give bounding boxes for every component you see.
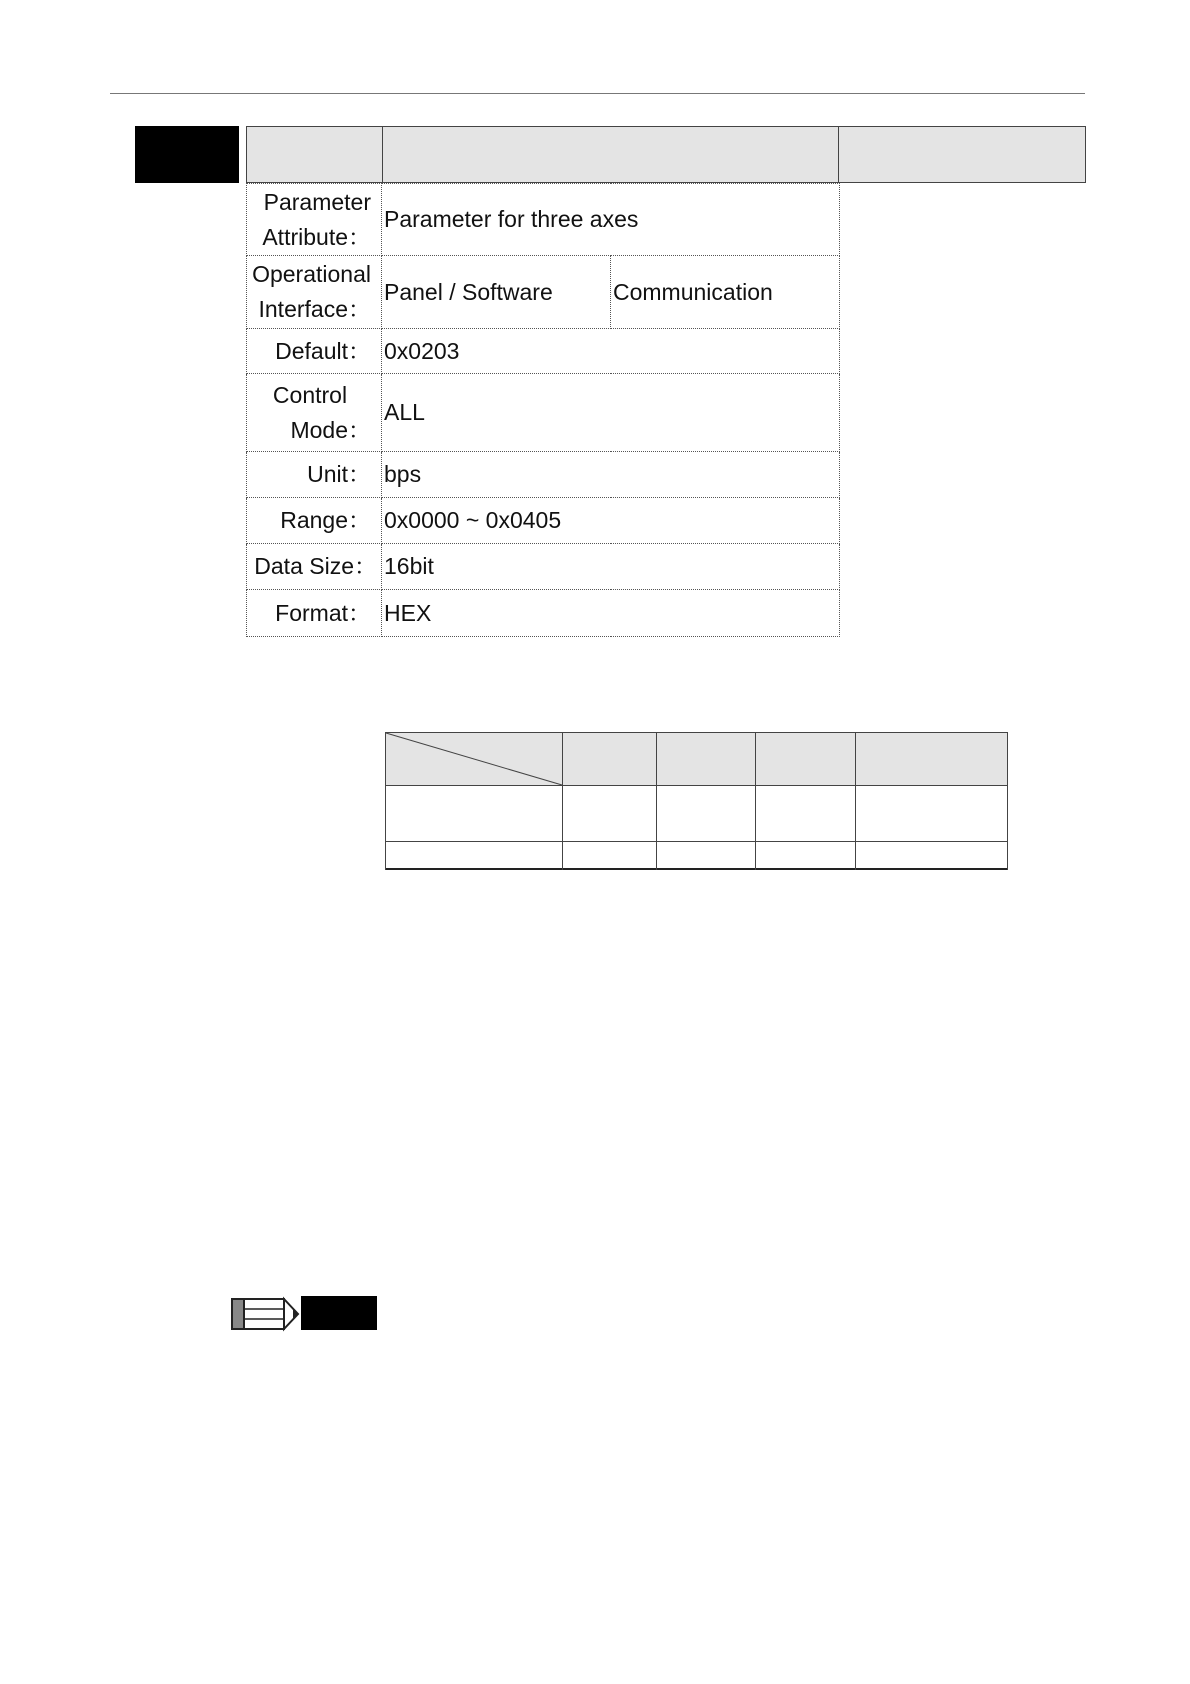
row-operational-interface — [247, 256, 840, 329]
row-unit — [247, 452, 840, 498]
page-header-rule — [110, 93, 1085, 94]
label-default: Default： — [247, 329, 382, 374]
value-control-mode: ALL — [382, 374, 840, 452]
label-data-size: Data Size： — [247, 544, 382, 590]
label-line: Attribute： — [262, 223, 371, 250]
label-format: Format： — [247, 590, 382, 637]
label-line: Operational — [252, 261, 371, 287]
label-unit: Unit： — [247, 452, 382, 498]
value-range: 0x0000 ~ 0x0405 — [382, 498, 840, 544]
value-panel-software: Panel / Software — [382, 256, 611, 329]
row-default — [247, 329, 840, 374]
note-label — [301, 1296, 377, 1330]
value-parameter-attribute: Parameter for three axes — [382, 184, 840, 256]
row-parameter-attribute — [247, 184, 840, 256]
value-default: 0x0203 — [382, 329, 840, 374]
baud-rate-table — [385, 732, 1008, 870]
row-format — [247, 590, 840, 637]
label-parameter-attribute — [247, 184, 382, 256]
value-format: HEX — [382, 590, 840, 637]
parameter-header-bar — [246, 126, 1086, 183]
label-line: Mode： — [290, 416, 371, 443]
parameter-code-tab — [135, 126, 239, 183]
value-unit: bps — [382, 452, 840, 498]
label-range: Range： — [247, 498, 382, 544]
baud-rate-table-grid — [385, 732, 1008, 870]
pencil-icon — [230, 1296, 300, 1332]
header-divider-1 — [382, 127, 383, 182]
row-control-mode — [247, 374, 840, 452]
label-line: Parameter — [263, 188, 371, 215]
value-communication: Communication — [611, 256, 840, 329]
parameter-attribute-table — [246, 183, 840, 637]
header-divider-2 — [838, 127, 839, 182]
label-operational-interface — [247, 256, 382, 329]
label-control-mode — [247, 374, 382, 452]
row-data-size — [247, 544, 840, 590]
value-data-size: 16bit — [382, 544, 840, 590]
row-range — [247, 498, 840, 544]
label-line: Control — [272, 381, 348, 408]
label-line: Interface： — [258, 296, 371, 322]
baud-table-header-fill — [385, 732, 1008, 785]
